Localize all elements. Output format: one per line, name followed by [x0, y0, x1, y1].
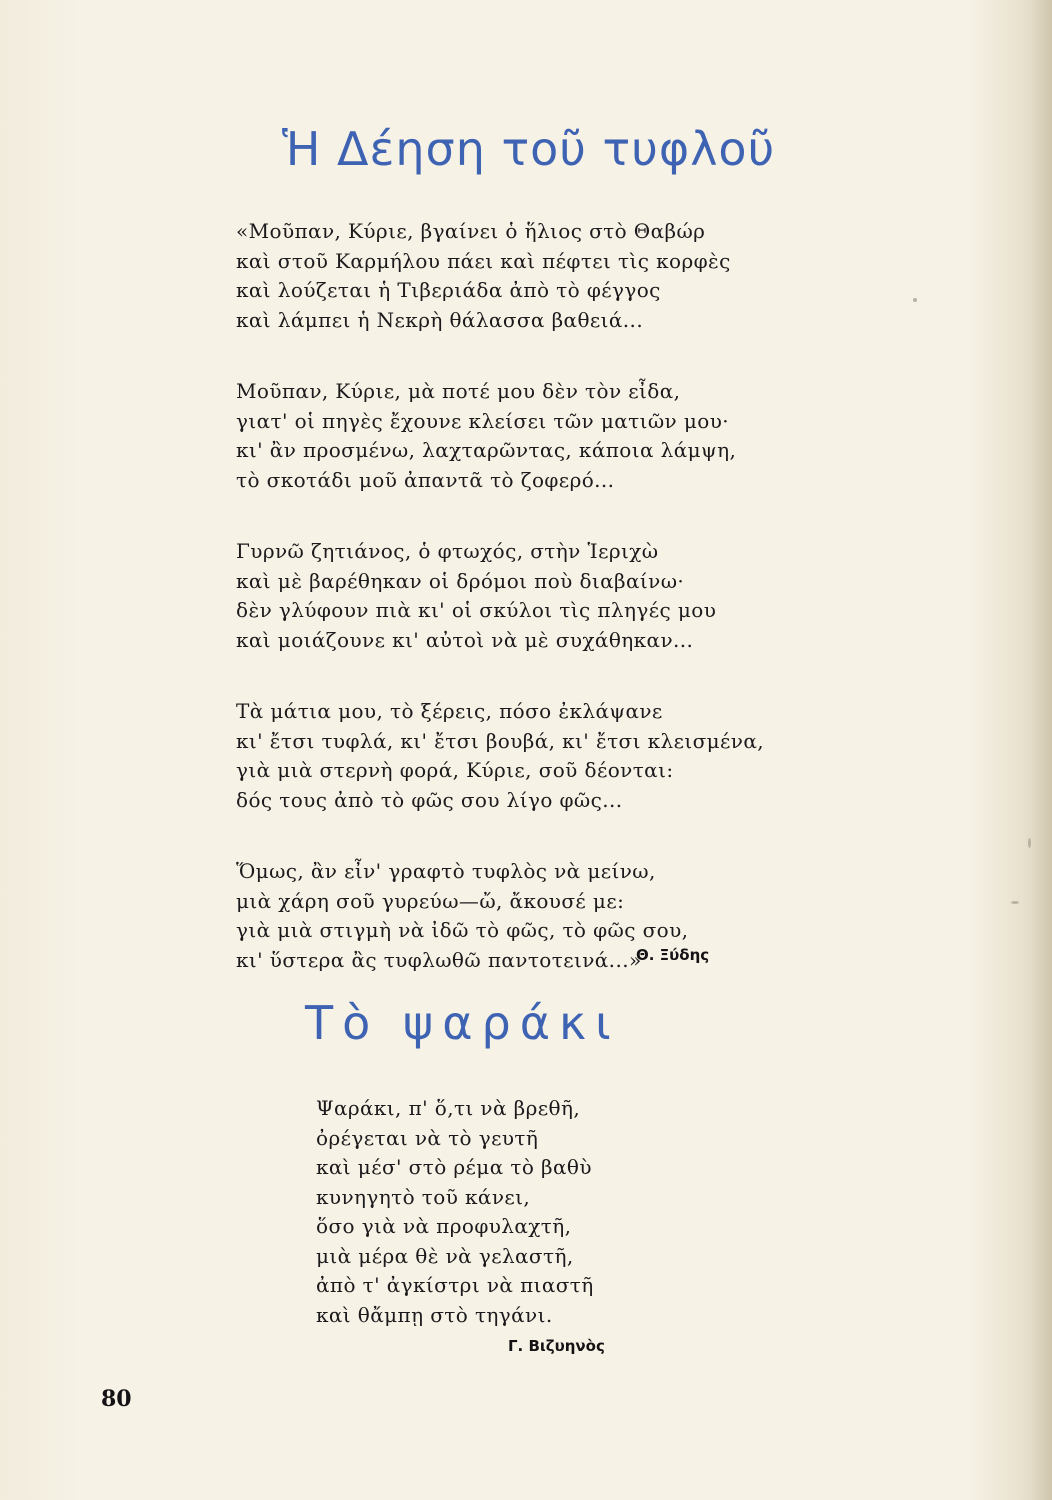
poem-line: κι' ἂν προσμένω, λαχταρῶντας, κάποια λάμψη,	[236, 438, 737, 462]
stanza	[316, 1094, 716, 1330]
poem-line: γιὰ μιὰ στερνὴ φορά, Κύριε, σοῦ δέονται:	[236, 758, 674, 782]
poem-line: κυνηγητὸ τοῦ κάνει,	[316, 1184, 531, 1209]
poem-line: ἀπὸ τ' ἀγκίστρι νὰ πιαστῆ	[316, 1273, 594, 1297]
poem-line: «Μοῦπαν, Κύριε, βγαίνει ὁ ἥλιος στὸ Θαβώρ	[236, 219, 706, 243]
poem-body-psaraki	[316, 1094, 716, 1372]
poem-line: καὶ μὲ βαρέθηκαν οἱ δρόμοι ποὺ διαβαίνω·	[236, 568, 685, 593]
paper-speck	[913, 298, 917, 302]
stanza	[236, 697, 796, 815]
poem-line: τὸ σκοτάδι μοῦ ἀπαντᾶ τὸ ζοφερό...	[236, 467, 615, 492]
poem-line: καὶ λούζεται ἡ Τιβεριάδα ἀπὸ τὸ φέγγος	[236, 278, 661, 302]
stanza	[236, 377, 796, 495]
poem-line: ὅσο γιὰ νὰ προφυλαχτῆ,	[316, 1214, 572, 1238]
stanza	[236, 217, 796, 335]
poem-line: δὲν γλύφουν πιὰ κι' οἱ σκύλοι τὶς πληγές μου	[236, 598, 717, 622]
poem-line: ὀρέγεται νὰ τὸ γευτῆ	[316, 1125, 539, 1150]
poem-line: καὶ θἄμπῃ στὸ τηγάνι.	[316, 1302, 553, 1327]
page-spine-shadow	[1032, 0, 1052, 1500]
stanza	[236, 537, 796, 655]
poem-line: δός τους ἀπὸ τὸ φῶς σου λίγο φῶς...	[236, 787, 623, 812]
poem-line: Μοῦπαν, Κύριε, μὰ ποτέ μου δὲν τὸν εἶδα,	[236, 379, 681, 403]
poem-line: Ψαράκι, π' ὅ,τι νὰ βρεθῆ,	[316, 1096, 581, 1120]
poem-line: καὶ λάμπει ἡ Νεκρὴ θάλασσα βαθειά...	[236, 307, 644, 332]
poem-line: μιὰ χάρη σοῦ γυρεύω—ὤ, ἄκουσέ με:	[236, 888, 625, 913]
poem-line: Τὰ μάτια μου, τὸ ξέρεις, πόσο ἐκλάψανε	[236, 699, 663, 723]
poem-line: Ὅμως, ἂν εἶν' γραφτὸ τυφλὸς νὰ μείνω,	[236, 859, 656, 883]
page-number: 80	[101, 1386, 132, 1412]
paper-speck	[1028, 838, 1031, 848]
poem-line: γιὰ μιὰ στιγμὴ νὰ ἰδῶ τὸ φῶς, τὸ φῶς σου,	[236, 918, 689, 942]
poem-body-deisi	[236, 217, 796, 1017]
poem-line: Γυρνῶ ζητιάνος, ὁ φτωχός, στὴν Ἱεριχὼ	[236, 539, 659, 563]
poem-line: κι' ἔτσι τυφλά, κι' ἔτσι βουβά, κι' ἔτσι κλεισμένα,	[236, 728, 765, 753]
poem-line: κι' ὕστερα ἂς τυφλωθῶ παντοτεινά...»	[236, 947, 642, 972]
poem-line: μιὰ μέρα θὲ νὰ γελαστῆ,	[316, 1243, 574, 1268]
poem-line: καὶ μοιάζουνε κι' αὐτοὶ νὰ μὲ συχάθηκαν...	[236, 627, 694, 652]
poem-line: καὶ στοῦ Καρμήλου πάει καὶ πέφτει τὶς κορφὲς	[236, 248, 731, 273]
paper-speck	[1011, 901, 1019, 904]
poem-title-deisi: Ἡ Δέηση τοῦ τυφλοῦ	[282, 122, 776, 176]
poem-author-xydis: Θ. Ξύδης	[636, 946, 710, 964]
poem-line: καὶ μέσ' στὸ ρέμα τὸ βαθὺ	[316, 1155, 592, 1179]
stanza	[236, 857, 796, 975]
poem-author-vizyinos: Γ. Βιζυηνὸς	[508, 1337, 605, 1355]
poem-line: γιατ' οἱ πηγὲς ἔχουνε κλείσει τῶν ματιῶν μου·	[236, 408, 730, 433]
poem-title-psaraki: Τὸ ψαράκι	[305, 996, 620, 1050]
